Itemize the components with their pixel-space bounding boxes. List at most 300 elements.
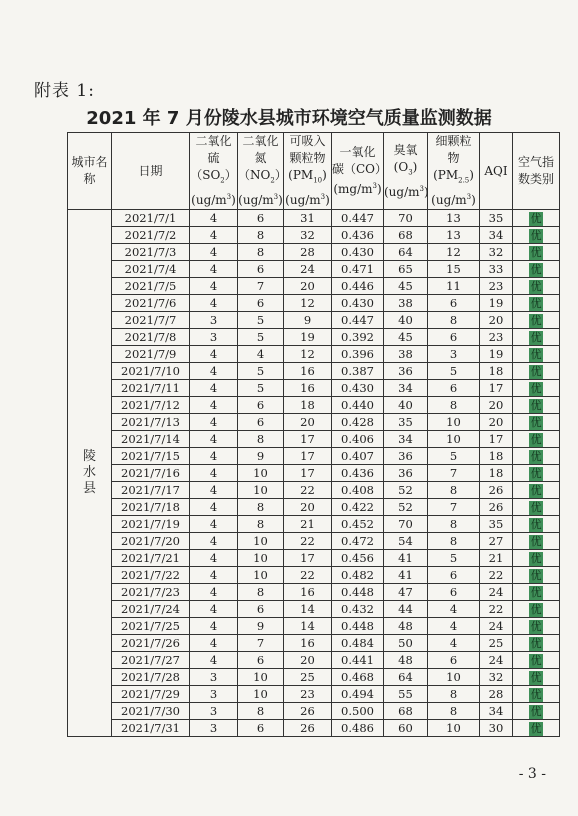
so2-cell: 3 [190, 329, 238, 346]
co-cell: 0.436 [332, 465, 384, 482]
aqi-cell: 20 [480, 397, 513, 414]
o3-cell: 54 [384, 533, 428, 550]
so2-cell: 4 [190, 448, 238, 465]
pm10-cell: 20 [284, 652, 332, 669]
aqi-cell: 17 [480, 431, 513, 448]
co-cell: 0.422 [332, 499, 384, 516]
table-row [68, 380, 560, 397]
pm25-cell: 10 [428, 720, 480, 737]
air-quality-table [67, 132, 560, 737]
header-date: 日期 [112, 133, 190, 210]
level-badge: 优 [530, 518, 542, 532]
city-name-char: 县 [82, 481, 96, 497]
so2-cell: 3 [190, 703, 238, 720]
pm25-cell: 8 [428, 516, 480, 533]
co-cell: 0.486 [332, 720, 384, 737]
so2-cell: 3 [190, 669, 238, 686]
level-cell [513, 652, 560, 669]
so2-cell: 4 [190, 482, 238, 499]
so2-cell: 4 [190, 261, 238, 278]
pm10-cell: 21 [284, 516, 332, 533]
so2-cell: 4 [190, 397, 238, 414]
no2-cell: 8 [238, 431, 284, 448]
pm25-cell: 6 [428, 295, 480, 312]
level-badge: 优 [530, 280, 542, 294]
o3-cell: 68 [384, 227, 428, 244]
pm10-cell: 22 [284, 482, 332, 499]
city-name-cell [68, 210, 112, 737]
date-cell: 2021/7/13 [112, 414, 190, 431]
so2-cell: 4 [190, 278, 238, 295]
pm10-cell: 31 [284, 210, 332, 227]
level-badge: 优 [530, 365, 542, 379]
aqi-cell: 34 [480, 703, 513, 720]
level-cell [513, 533, 560, 550]
co-cell: 0.430 [332, 380, 384, 397]
no2-cell: 6 [238, 397, 284, 414]
table-row [68, 516, 560, 533]
pm25-cell: 4 [428, 601, 480, 618]
level-badge: 优 [530, 586, 542, 600]
co-cell: 0.387 [332, 363, 384, 380]
no2-cell: 10 [238, 669, 284, 686]
header-no2-unit: $(ug/m^3)$ [238, 193, 283, 208]
level-badge: 优 [530, 467, 542, 481]
level-cell [513, 431, 560, 448]
co-cell: 0.396 [332, 346, 384, 363]
o3-cell: 52 [384, 499, 428, 516]
co-cell: 0.408 [332, 482, 384, 499]
level-badge: 优 [530, 416, 542, 430]
level-badge: 优 [530, 603, 542, 617]
so2-cell: 4 [190, 210, 238, 227]
table-row [68, 346, 560, 363]
header-level-line1: 空气指 [517, 155, 554, 170]
pm25-cell: 11 [428, 278, 480, 295]
no2-cell: 6 [238, 720, 284, 737]
o3-cell: 48 [384, 618, 428, 635]
date-cell: 2021/7/14 [112, 431, 190, 448]
header-so2-unit: $(ug/m^3)$ [191, 193, 236, 208]
aqi-cell: 33 [480, 261, 513, 278]
pm10-cell: 17 [284, 550, 332, 567]
so2-cell: 4 [190, 618, 238, 635]
so2-cell: 3 [190, 312, 238, 329]
level-badge: 优 [530, 688, 542, 702]
no2-cell: 5 [238, 380, 284, 397]
level-cell [513, 244, 560, 261]
header-co-line2: 碳（CO） [332, 162, 388, 177]
aqi-cell: 24 [480, 584, 513, 601]
header-pm25-line1: 细颗粒 [435, 134, 472, 148]
so2-cell: 4 [190, 499, 238, 516]
co-cell: 0.452 [332, 516, 384, 533]
level-cell [513, 414, 560, 431]
date-cell: 2021/7/6 [112, 295, 190, 312]
table-row [68, 635, 560, 652]
aqi-cell: 19 [480, 346, 513, 363]
pm10-cell: 16 [284, 380, 332, 397]
pm10-cell: 25 [284, 669, 332, 686]
o3-cell: 45 [384, 329, 428, 346]
pm10-cell: 22 [284, 567, 332, 584]
table-row [68, 584, 560, 601]
no2-cell: 8 [238, 499, 284, 516]
table-row [68, 448, 560, 465]
no2-cell: 6 [238, 414, 284, 431]
o3-cell: 64 [384, 669, 428, 686]
city-name-char: 陵 [82, 449, 96, 465]
table-row [68, 601, 560, 618]
level-badge: 优 [530, 450, 542, 464]
table-row [68, 465, 560, 482]
date-cell: 2021/7/8 [112, 329, 190, 346]
so2-cell: 4 [190, 363, 238, 380]
page-number: - 3 - [518, 766, 546, 782]
pm10-cell: 20 [284, 499, 332, 516]
level-cell [513, 567, 560, 584]
date-cell: 2021/7/4 [112, 261, 190, 278]
co-cell: 0.447 [332, 210, 384, 227]
so2-cell: 3 [190, 720, 238, 737]
no2-cell: 4 [238, 346, 284, 363]
pm10-cell: 32 [284, 227, 332, 244]
no2-cell: 6 [238, 601, 284, 618]
level-badge: 优 [530, 484, 542, 498]
level-badge: 优 [530, 399, 542, 413]
level-badge: 优 [530, 263, 542, 277]
header-pm10-unit: $(ug/m^3)$ [285, 193, 330, 208]
pm25-cell: 5 [428, 363, 480, 380]
aqi-cell: 35 [480, 516, 513, 533]
pm25-cell: 10 [428, 414, 480, 431]
date-cell: 2021/7/20 [112, 533, 190, 550]
date-cell: 2021/7/17 [112, 482, 190, 499]
level-cell [513, 635, 560, 652]
o3-cell: 52 [384, 482, 428, 499]
level-cell [513, 720, 560, 737]
header-level-line2: 数类别 [517, 172, 554, 187]
co-cell: 0.392 [332, 329, 384, 346]
level-badge: 优 [530, 569, 542, 583]
level-badge: 优 [530, 433, 542, 447]
o3-cell: 34 [384, 431, 428, 448]
header-pm25-line3: $(PM_{2.5})$ [433, 168, 474, 185]
o3-cell: 64 [384, 244, 428, 261]
co-cell: 0.472 [332, 533, 384, 550]
level-cell [513, 363, 560, 380]
aqi-cell: 18 [480, 465, 513, 482]
pm10-cell: 26 [284, 703, 332, 720]
level-cell [513, 278, 560, 295]
so2-cell: 4 [190, 601, 238, 618]
o3-cell: 36 [384, 363, 428, 380]
o3-cell: 36 [384, 448, 428, 465]
so2-cell: 3 [190, 686, 238, 703]
aqi-cell: 26 [480, 482, 513, 499]
header-pm25-unit: $(ug/m^3)$ [431, 193, 476, 208]
date-cell: 2021/7/10 [112, 363, 190, 380]
co-cell: 0.441 [332, 652, 384, 669]
pm10-cell: 24 [284, 261, 332, 278]
pm25-cell: 5 [428, 550, 480, 567]
so2-cell: 4 [190, 567, 238, 584]
aqi-cell: 34 [480, 227, 513, 244]
pm10-cell: 20 [284, 414, 332, 431]
date-cell: 2021/7/2 [112, 227, 190, 244]
level-cell [513, 329, 560, 346]
header-co [332, 133, 388, 210]
so2-cell: 4 [190, 533, 238, 550]
level-cell [513, 227, 560, 244]
header-o3-unit: $(ug/m^3)$ [384, 184, 429, 199]
level-badge: 优 [530, 297, 542, 311]
so2-cell: 4 [190, 227, 238, 244]
pm10-cell: 16 [284, 363, 332, 380]
o3-cell: 55 [384, 686, 428, 703]
co-cell: 0.500 [332, 703, 384, 720]
pm10-cell: 17 [284, 431, 332, 448]
pm10-cell: 26 [284, 720, 332, 737]
pm10-cell: 22 [284, 533, 332, 550]
attachment-label: 附表 1: [34, 81, 95, 101]
table-row [68, 295, 560, 312]
co-cell: 0.484 [332, 635, 384, 652]
header-no2 [238, 133, 287, 210]
header-level [513, 133, 560, 210]
table-row [68, 278, 560, 295]
aqi-cell: 20 [480, 414, 513, 431]
table-row [68, 397, 560, 414]
pm25-cell: 10 [428, 669, 480, 686]
no2-cell: 5 [238, 363, 284, 380]
no2-cell: 10 [238, 567, 284, 584]
header-row [68, 133, 560, 210]
table-row [68, 533, 560, 550]
no2-cell: 10 [238, 482, 284, 499]
header-o3 [384, 133, 428, 210]
header-pm10-line3: $(PM_{10})$ [288, 168, 327, 185]
table-row [68, 210, 560, 227]
co-cell: 0.430 [332, 295, 384, 312]
pm10-cell: 18 [284, 397, 332, 414]
level-badge: 优 [530, 705, 542, 719]
co-cell: 0.471 [332, 261, 384, 278]
so2-cell: 4 [190, 465, 238, 482]
header-so2-line1: 二氧化 [195, 134, 232, 148]
pm25-cell: 15 [428, 261, 480, 278]
co-cell: 0.440 [332, 397, 384, 414]
header-so2-line2: 硫$(SO_2)$ [190, 151, 237, 185]
header-no2-line1: 二氧化 [242, 134, 279, 148]
date-cell: 2021/7/21 [112, 550, 190, 567]
header-o3-line2: $(O_3)$ [393, 159, 418, 176]
level-cell [513, 482, 560, 499]
header-pm25-line2: 物 [447, 151, 460, 165]
no2-cell: 5 [238, 312, 284, 329]
header-co-unit: $(mg/m^3)$ [333, 182, 382, 197]
no2-cell: 8 [238, 516, 284, 533]
level-cell [513, 601, 560, 618]
table-body [68, 210, 560, 737]
table-row [68, 414, 560, 431]
pm25-cell: 8 [428, 397, 480, 414]
table-row [68, 652, 560, 669]
level-badge: 优 [530, 246, 542, 260]
pm10-cell: 20 [284, 278, 332, 295]
page-title: 2021 年 7 月份陵水县城市环境空气质量监测数据 [86, 108, 492, 129]
date-cell: 2021/7/25 [112, 618, 190, 635]
aqi-cell: 26 [480, 499, 513, 516]
pm25-cell: 13 [428, 227, 480, 244]
so2-cell: 4 [190, 380, 238, 397]
table-row [68, 261, 560, 278]
no2-cell: 6 [238, 210, 284, 227]
aqi-cell: 23 [480, 329, 513, 346]
so2-cell: 4 [190, 244, 238, 261]
aqi-cell: 18 [480, 448, 513, 465]
pm25-cell: 5 [428, 448, 480, 465]
so2-cell: 4 [190, 550, 238, 567]
pm25-cell: 6 [428, 567, 480, 584]
no2-cell: 9 [238, 448, 284, 465]
header-pm10 [284, 133, 332, 210]
table-row [68, 227, 560, 244]
level-badge: 优 [530, 348, 542, 362]
level-cell [513, 499, 560, 516]
pm10-cell: 12 [284, 346, 332, 363]
o3-cell: 60 [384, 720, 428, 737]
level-cell [513, 397, 560, 414]
co-cell: 0.407 [332, 448, 384, 465]
level-badge: 优 [530, 212, 542, 226]
level-badge: 优 [530, 620, 542, 634]
pm25-cell: 6 [428, 652, 480, 669]
pm25-cell: 13 [428, 210, 480, 227]
table-row [68, 499, 560, 516]
level-badge: 优 [530, 314, 542, 328]
pm25-cell: 12 [428, 244, 480, 261]
aqi-cell: 22 [480, 601, 513, 618]
pm10-cell: 12 [284, 295, 332, 312]
level-badge: 优 [530, 535, 542, 549]
o3-cell: 40 [384, 312, 428, 329]
aqi-cell: 19 [480, 295, 513, 312]
aqi-cell: 22 [480, 567, 513, 584]
header-pm10-line2: 颗粒物 [289, 151, 326, 165]
date-cell: 2021/7/26 [112, 635, 190, 652]
co-cell: 0.406 [332, 431, 384, 448]
header-pm25 [428, 133, 480, 210]
level-cell [513, 669, 560, 686]
table-row [68, 312, 560, 329]
aqi-cell: 35 [480, 210, 513, 227]
date-cell: 2021/7/9 [112, 346, 190, 363]
no2-cell: 7 [238, 278, 284, 295]
table-row [68, 669, 560, 686]
co-cell: 0.468 [332, 669, 384, 686]
no2-cell: 8 [238, 703, 284, 720]
date-cell: 2021/7/29 [112, 686, 190, 703]
level-badge: 优 [530, 722, 542, 736]
pm10-cell: 17 [284, 465, 332, 482]
level-cell [513, 618, 560, 635]
level-cell [513, 346, 560, 363]
level-cell [513, 261, 560, 278]
header-city-label: 城市名称 [71, 155, 108, 187]
no2-cell: 6 [238, 295, 284, 312]
date-cell: 2021/7/11 [112, 380, 190, 397]
aqi-cell: 17 [480, 380, 513, 397]
aqi-cell: 24 [480, 652, 513, 669]
date-cell: 2021/7/30 [112, 703, 190, 720]
date-cell: 2021/7/12 [112, 397, 190, 414]
header-aqi: AQI [480, 133, 513, 210]
pm10-cell: 9 [284, 312, 332, 329]
table-row [68, 686, 560, 703]
so2-cell: 4 [190, 652, 238, 669]
pm10-cell: 19 [284, 329, 332, 346]
aqi-cell: 23 [480, 278, 513, 295]
co-cell: 0.436 [332, 227, 384, 244]
pm25-cell: 4 [428, 635, 480, 652]
level-cell [513, 550, 560, 567]
co-cell: 0.432 [332, 601, 384, 618]
pm25-cell: 8 [428, 482, 480, 499]
so2-cell: 4 [190, 635, 238, 652]
no2-cell: 8 [238, 244, 284, 261]
date-cell: 2021/7/27 [112, 652, 190, 669]
level-cell [513, 448, 560, 465]
level-cell [513, 295, 560, 312]
so2-cell: 4 [190, 584, 238, 601]
no2-cell: 9 [238, 618, 284, 635]
level-cell [513, 465, 560, 482]
o3-cell: 41 [384, 550, 428, 567]
no2-cell: 10 [238, 686, 284, 703]
so2-cell: 4 [190, 431, 238, 448]
date-cell: 2021/7/16 [112, 465, 190, 482]
pm10-cell: 17 [284, 448, 332, 465]
o3-cell: 41 [384, 567, 428, 584]
level-badge: 优 [530, 382, 542, 396]
date-cell: 2021/7/7 [112, 312, 190, 329]
so2-cell: 4 [190, 414, 238, 431]
pm25-cell: 6 [428, 329, 480, 346]
aqi-cell: 32 [480, 244, 513, 261]
pm25-cell: 4 [428, 618, 480, 635]
no2-cell: 10 [238, 465, 284, 482]
date-cell: 2021/7/5 [112, 278, 190, 295]
co-cell: 0.448 [332, 618, 384, 635]
o3-cell: 38 [384, 346, 428, 363]
date-cell: 2021/7/1 [112, 210, 190, 227]
o3-cell: 36 [384, 465, 428, 482]
aqi-cell: 21 [480, 550, 513, 567]
header-no2-line2: 氮$(NO_2)$ [238, 151, 287, 185]
pm10-cell: 14 [284, 601, 332, 618]
aqi-cell: 20 [480, 312, 513, 329]
table-row [68, 363, 560, 380]
o3-cell: 48 [384, 652, 428, 669]
o3-cell: 70 [384, 516, 428, 533]
pm25-cell: 6 [428, 380, 480, 397]
co-cell: 0.482 [332, 567, 384, 584]
o3-cell: 68 [384, 703, 428, 720]
o3-cell: 40 [384, 397, 428, 414]
pm25-cell: 7 [428, 499, 480, 516]
level-cell [513, 703, 560, 720]
